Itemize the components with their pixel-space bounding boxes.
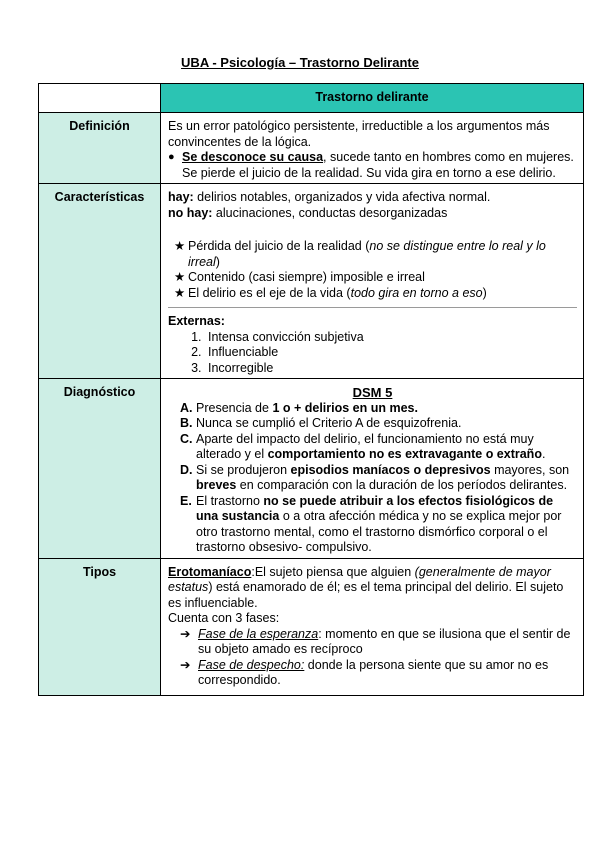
criterion-text: Nunca se cumplió el Criterio A de esquizofrenia.: [196, 416, 462, 430]
definicion-content: [161, 113, 584, 184]
criterion-text: Presencia de 1 o + delirios en un mes.: [196, 400, 418, 415]
definicion-bullet-bold: Se desconoce su causa: [182, 150, 324, 164]
arrow-right-icon: ➔: [180, 626, 191, 641]
criterion-letter: C.: [180, 431, 193, 446]
table-row-diagnostico: [39, 379, 584, 559]
row-label-caracteristicas: Características: [39, 184, 161, 379]
fase-item: ➔ Fase de la esperanza: momento en que se ilusiona que el sentir de su objeto amado es recíproco: [180, 626, 571, 656]
externas-list: [168, 330, 577, 377]
header-empty-cell: [39, 84, 161, 113]
row-label-tipos: Tipos: [39, 558, 161, 695]
bullet-icon: ●: [168, 151, 175, 163]
caracteristicas-content: [161, 184, 584, 379]
star-item: ★ Pérdida del juicio de la realidad (no se distingue entre lo real y lo irreal): [174, 239, 546, 269]
row-label-diagnostico: Diagnóstico: [39, 379, 161, 559]
dsm-criterion: [180, 401, 577, 417]
star-item: ★ Contenido (casi siempre) imposible e irreal: [174, 270, 425, 284]
diagnostico-content: [161, 379, 584, 559]
list-item: 3. Incorregible: [205, 361, 577, 377]
list-item: 2. Influenciable: [205, 345, 577, 361]
star-icon: ★: [174, 239, 186, 253]
dsm-criterion: [180, 432, 577, 463]
star-icon: ★: [174, 270, 186, 284]
star-icon: ★: [174, 285, 186, 300]
section-divider: [168, 307, 577, 308]
criterion-letter: D.: [180, 462, 193, 477]
header-title-cell: Trastorno delirante: [161, 84, 584, 113]
dsm-criterion: [180, 416, 577, 432]
criterion-text: Si se produjeron episodios maníacos o depresivos mayores, son breves en comparación con la duración de los períodos delirantes.: [196, 462, 570, 492]
fases-intro: Cuenta con 3 fases:: [168, 611, 280, 625]
star-item: ★ El delirio es el eje de la vida (todo gira en torno a eso): [174, 285, 487, 300]
table-row-caracteristicas: [39, 184, 584, 379]
definicion-text: Es un error patológico persistente, irreductible a los argumentos más convincentes de la lógica.: [168, 119, 550, 149]
externas-label: Externas:: [168, 314, 225, 328]
hay-line: hay: delirios notables, organizados y vida afectiva normal.: [168, 190, 491, 204]
fase-item: ➔ Fase de despecho: donde la persona siente que su amor no es correspondido.: [180, 657, 549, 687]
definicion-bullet: [168, 150, 577, 181]
list-item: 1. Intensa convicción subjetiva: [205, 330, 577, 346]
table-header-row: [39, 84, 584, 113]
tipos-content: [161, 558, 584, 695]
dsm-criterion: [180, 463, 577, 494]
dsm-heading: DSM 5: [352, 385, 393, 400]
criterion-text: El trastorno no se puede atribuir a los efectos fisiológicos de una sustancia o a otra afección médica y no se explica mejor por otro trastorno mental, como el trastorno dismórfico corporal o el trastorno obsesivo- compulsivo.: [196, 493, 562, 554]
arrow-right-icon: ➔: [180, 657, 191, 672]
star-list: [174, 239, 577, 301]
nohay-line: no hay: alucinaciones, conductas desorganizadas: [168, 205, 448, 220]
table-row-tipos: [39, 558, 584, 695]
criterion-letter: A.: [180, 400, 193, 415]
disorder-table: [38, 83, 584, 696]
dsm-criterion: [180, 494, 577, 556]
definicion-bullet-text: , sucede tanto en hombres como en mujeres. Se pierde el juicio de la realidad. Su vida gira en torno a ese delirio.: [182, 150, 574, 180]
dsm-criteria-list: [168, 401, 577, 556]
criterion-text: Aparte del impacto del delirio, el funcionamiento no está muy alterado y el comportamiento no es extravagante o extraño.: [196, 431, 546, 461]
erotomaniaco-text: Erotomaníaco:El sujeto piensa que alguien (generalmente de mayor estatus) está enamorado de él; es el tema principal del delirio. El sujeto es influenciable.: [168, 564, 564, 610]
row-label-definicion: Definición: [39, 113, 161, 184]
criterion-letter: B.: [180, 416, 193, 430]
document-title: UBA - Psicología – Trastorno Delirante: [181, 55, 419, 70]
table-row-definicion: [39, 113, 584, 184]
criterion-letter: E.: [180, 493, 192, 508]
